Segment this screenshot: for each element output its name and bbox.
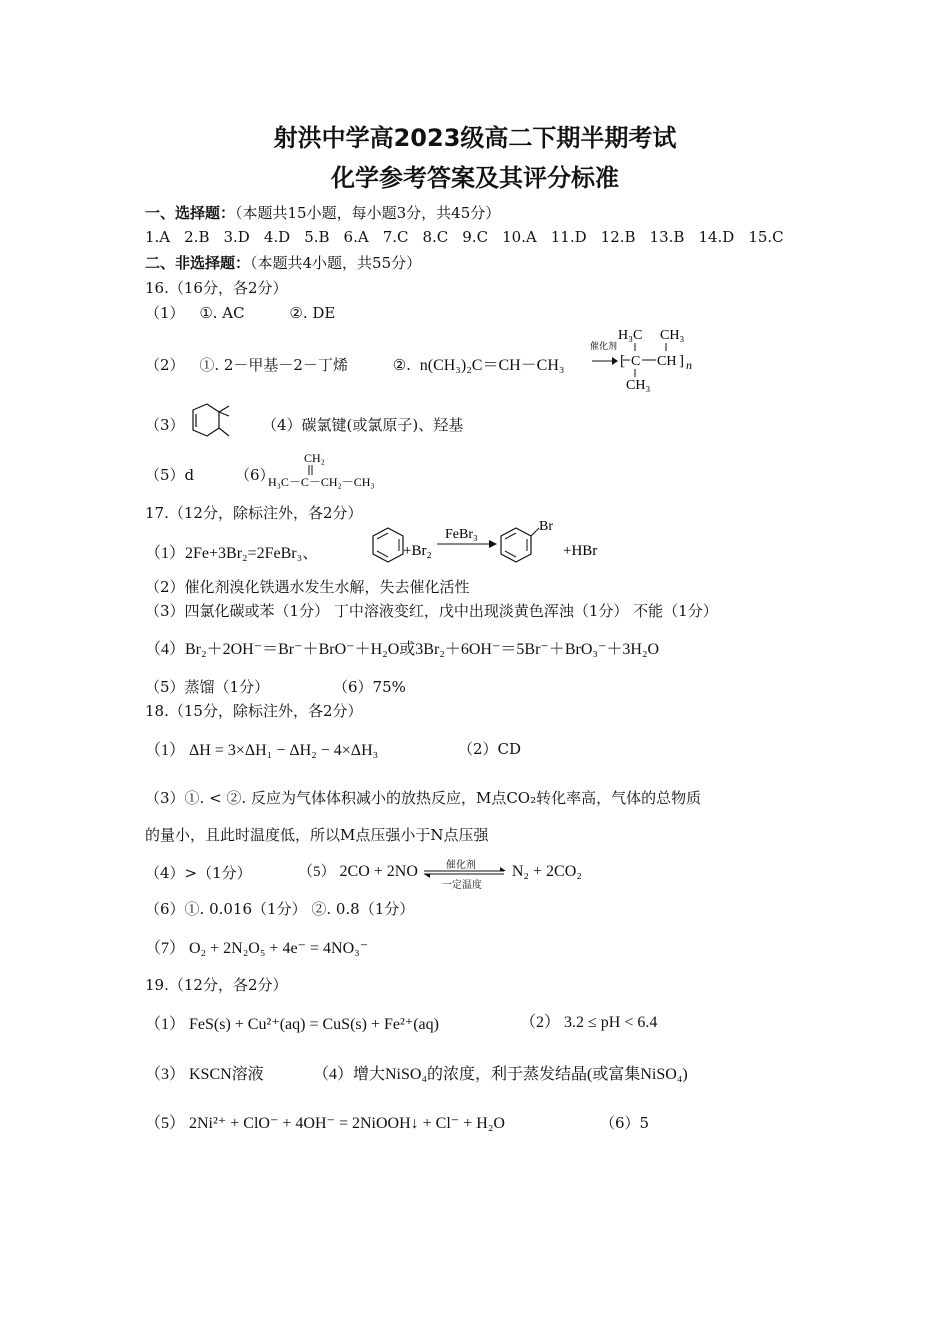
q16-poly-c: C [631,354,641,369]
polymer-bracket-right-icon: ] [679,353,684,369]
q18-part2: （2）CD [458,740,522,758]
q16-p2-label: （2） [145,356,185,374]
q16-poly-h3c: H₃C [618,328,643,343]
q16-part4: （4）碳氯键(或氯原子)、羟基 [262,416,464,434]
q16-p1-label: （1） [145,304,185,322]
mcq-answer: 12.B [600,228,636,246]
q16-part5: （5）d [145,466,195,484]
q16-p6-structure [268,448,398,492]
mcq-answer: 10.A [502,228,537,246]
mcq-answer: 8.C [422,228,449,246]
section-1-title: 一、选择题： [145,204,236,222]
q17-br2: +Br₂ [403,543,432,559]
q16-part1 [145,302,335,323]
q16-poly-ch3-top: CH₃ [660,328,685,343]
q16-p6-chain: H₃C－C－CH₂－CH₃ [268,475,375,489]
mcq-answer: 3.D [223,228,250,246]
q16-part3-label: （3） [145,416,185,434]
section-2-heading [145,252,421,273]
mcq-answer: 14.D [698,228,735,246]
q17-part6: （6）75% [333,678,406,696]
q16-polymer-structure [590,325,710,395]
q18-p5-temperature: 一定温度 [441,880,482,892]
q18-p5-label: （5） [298,864,336,880]
mcq-answer: 6.A [343,228,369,246]
q19-part2: （2） 3.2 ≤ pH < 6.4 [520,1014,658,1031]
q19-part5: （5） 2Ni²⁺ + ClO⁻ + 4OH⁻ = 2NiOOH↓ + Cl⁻ + H₂O [145,1115,505,1132]
mcq-answer: 11.D [550,228,587,246]
q18-p5-reactants: 2CO + 2NO [339,863,418,880]
q19-heading: 19.（12分，各2分） [145,976,288,994]
q17-part1-eq1: （1）2Fe+3Br₂=2FeBr₃、 [145,545,319,562]
q16-poly-ch3-bottom: CH₃ [626,378,651,393]
q19-part1: （1） FeS(s) + Cu²⁺(aq) = CuS(s) + Fe²⁺(aq) [145,1016,439,1033]
q17-br: Br [539,519,553,534]
q17-bromination-scheme [355,518,615,578]
q18-part4: （4）>（1分） [145,864,252,882]
q18-part5 [298,860,582,892]
q16-poly-ch: CH [657,354,677,369]
q16-p2-answer-a: ①. 2－甲基－2－丁烯 [199,356,348,374]
mcq-answer: 2.B [184,228,210,246]
q19-part3: （3） KSCN溶液 [145,1066,264,1083]
section-2-title: 二、非选择题： [145,254,251,272]
q16-heading: 16.（16分，各2分） [145,279,288,297]
q17-catalyst: FeBr₃ [445,527,478,542]
mcq-answer: 9.C [462,228,489,246]
q16-p2-catalyst-label: 催化剂 [590,341,618,351]
q16-p2-answer-b: ②. [392,356,411,374]
q16-poly-n: n [686,358,692,372]
mcq-answers [145,228,798,246]
mcq-answer: 1.A [145,228,171,246]
page-subtitle: 化学参考答案及其评分标准 [331,164,619,192]
q16-part2 [145,352,564,375]
q17-part2: （2）催化剂溴化铁遇水发生水解，失去催化活性 [145,578,470,596]
q18-heading: 18.（15分，除标注外，各2分） [145,702,363,720]
q17-part3: （3）四氯化碳或苯（1分） 丁中溶液变红，戊中出现淡黄色浑浊（1分） 不能（1分） [145,602,718,620]
q18-p5-products: N₂ + 2CO₂ [511,863,582,880]
section-1-heading [145,202,500,223]
q17-part5: （5）蒸馏（1分） [145,678,270,696]
mcq-answer: 13.B [649,228,685,246]
q19-part6: （6）5 [600,1114,650,1132]
q16-p1-answer-a: ①. AC [199,304,245,322]
arrow-head-icon [612,357,618,365]
mcq-answer: 15.C [748,228,784,246]
polymer-bracket-left-icon: [ [620,353,625,369]
q16-p2-reactant: n(CH₃)₂C＝CH－CH₃ [419,357,565,374]
q18-p5-catalyst: 催化剂 [445,860,476,872]
q17-part4: （4）Br₂＋2OH⁻＝Br⁻＋BrO⁻＋H₂O或3Br₂＋6OH⁻＝5Br⁻＋BrO₃⁻＋3H₂O [145,641,660,658]
q16-p1-answer-b: ②. DE [289,304,336,322]
q17-hbr: +HBr [563,543,598,559]
section-1-note: （本题共15小题，每小题3分，共45分） [235,204,501,222]
q18-part1: （1） ΔH = 3×ΔH₁ − ΔH₂ − 4×ΔH₃ [145,742,379,759]
q18-part7: （7） O₂ + 2N₂O₅ + 4e⁻ = 4NO₃⁻ [145,940,369,957]
arrow-head-icon [489,540,497,548]
q19-part4: （4）增大NiSO₄的浓度，利于蒸发结晶(或富集NiSO₄) [313,1066,688,1083]
q17-heading: 17.（12分，除标注外，各2分） [145,504,363,522]
page-title: 射洪中学高2023级高二下期半期考试 [273,124,677,152]
cyclohexene-structure-icon [183,402,233,442]
mcq-answer: 4.D [263,228,291,246]
mcq-answer: 7.C [382,228,409,246]
q18-part3-line2: 的量小，且此时温度低，所以M点压强小于N点压强 [145,826,489,844]
q16-part6-label: （6） [235,466,275,484]
q18-part3-line1: （3）①. < ②. 反应为气体体积减小的放热反应，M点CO₂转化率高，气体的总物质 [145,789,702,807]
q18-part6: （6）①. 0.016（1分） ②. 0.8（1分） [145,900,415,918]
equilibrium-arrow-icon [422,860,508,892]
section-2-note: （本题共4小题，共55分） [250,254,422,272]
q16-p6-ch2: CH₂ [304,451,325,465]
mcq-answer: 5.B [304,228,330,246]
